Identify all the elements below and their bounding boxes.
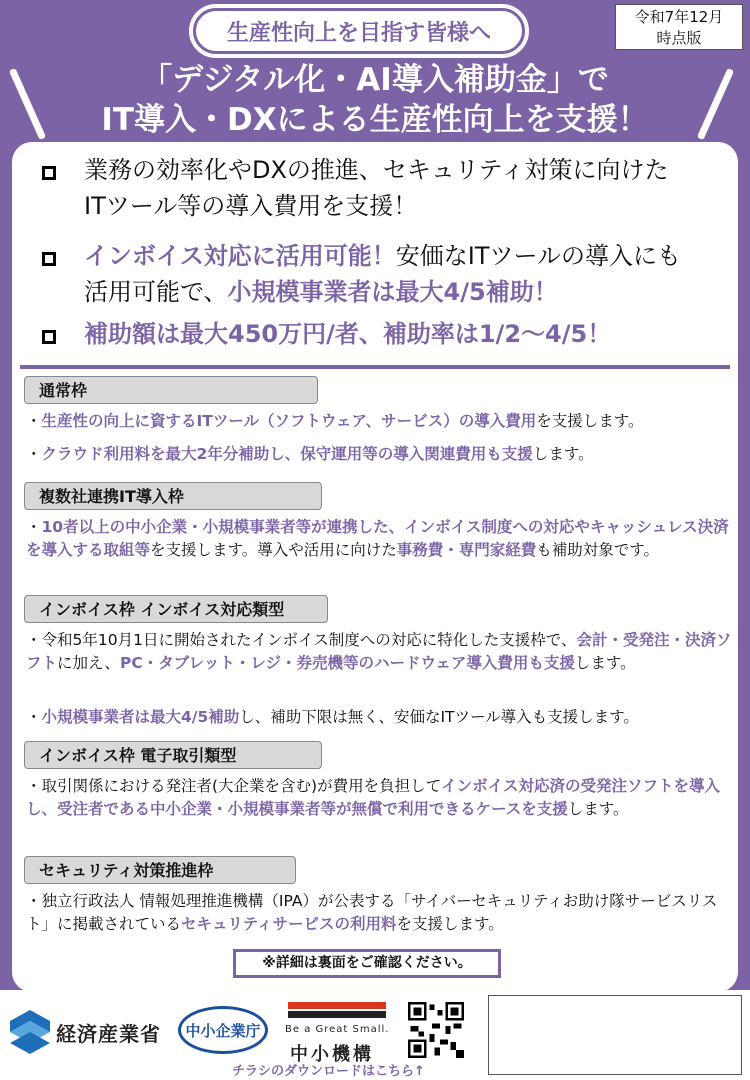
section-invoice-type-item-2 [26,706,736,729]
key-point-2-text-2: 活用可能で、 [84,278,228,306]
key-point-2 [22,238,732,312]
section-invoice-type-text-4: し、補助下限は無く、安価なITツール導入も支援します。 [239,708,639,726]
checkbox-icon [42,166,56,180]
section-multi-company-text [26,516,736,562]
section-invoice-type-text-1: ・令和5年10月1日に開始されたインボイス制度への対応に特化した支援枠で、 [26,631,577,649]
section-multi-company-highlight-1: 10者以上の中小企業・小規模事業者等が連携した、インボイス制度への対応やキャッシュレス決済を導入する取組等 [26,518,729,559]
key-point-2-text-1: 安価なITツールの導入にも [395,242,682,270]
checkbox-icon [42,330,56,344]
section-standard-item-2-text: します。 [532,445,594,463]
headline-line-1: 「デジタル化・AI導入補助金」で [141,62,609,98]
section-label-e-transaction: インボイス枠 電子取引類型 [24,741,322,769]
date-box [615,4,743,50]
section-e-transaction-text-2: します。 [567,800,629,818]
section-standard-item-2-highlight: クラウド利用料を最大2年分補助し、保守運用等の導入関連費用も支援 [41,445,533,463]
headline-line-2: IT導入・DXによる生産性向上を支援！ [101,102,649,138]
checkbox-icon [42,252,56,266]
key-point-1-line-1: 業務の効率化やDXの推進、セキュリティ対策に向けた [84,156,669,184]
sme-agency-name: 中小企業庁 [185,1021,261,1040]
key-point-1-line-2: ITツール等の導入費用を支援！ [84,192,418,220]
meti-logo-icon [10,1010,50,1054]
audience-pill: 生産性向上を目指す皆様へ [193,8,525,54]
section-security-text-1: ・独立行政法人 情報処理推進機構（IPA）が公表する「サイバーセキュリティお助け隊サービスリスト」に掲載されている [26,892,718,933]
section-invoice-type-text-2: に加え、 [57,654,120,672]
section-standard-item-1-highlight: 生産性の向上に資するITツール（ソフトウェア、サービス）の導入費用 [41,412,537,430]
date-line-2: 時点版 [656,29,702,47]
section-standard-item-1 [26,410,736,433]
section-invoice-type-item-1 [26,629,736,675]
section-invoice-type-text-3: します。 [574,654,636,672]
section-invoice-type-highlight-3: 小規模事業者は最大4/5補助 [41,708,240,726]
key-point-3-text: 補助額は最大450万円/者、補助率は1/2～4/5！ [84,320,612,348]
smrj-logo-icon [288,1002,386,1018]
section-invoice-type-highlight-2: PC・タブレット・レジ・券売機等のハードウェア導入費用も支援 [119,654,575,672]
section-security-highlight: セキュリティサービスの利用料 [181,915,397,933]
bullet-dot: ・ [26,445,42,463]
divider [20,365,730,369]
qr-code-icon[interactable] [408,1002,464,1058]
section-multi-company-text-1: を支援します。導入や活用に向けた [150,541,397,559]
download-link[interactable]: チラシのダウンロードはこちら↑ [232,1064,425,1079]
section-standard-item-2 [26,443,736,466]
section-e-transaction-text [26,775,736,821]
smrj-tagline: Be a Great Small. [285,1024,390,1035]
section-security-text-2: を支援します。 [396,915,504,933]
key-point-1 [22,152,732,226]
section-security-text [26,890,736,936]
section-e-transaction-text-1: ・取引関係における発注者(大企業を含む)が費用を負担して [26,777,442,795]
bullet-dot: ・ [26,412,42,430]
date-line-1: 令和7年12月 [634,8,724,26]
bullet-dot: ・ [26,518,42,536]
meti-name: 経済産業省 [56,1022,161,1046]
section-multi-company-text-2: も補助対象です。 [536,541,660,559]
key-point-3 [22,316,732,356]
stamp-area [488,995,742,1075]
section-multi-company-highlight-2: 事務費・専門家経費 [396,541,537,559]
section-label-standard: 通常枠 [24,376,318,404]
section-label-security: セキュリティ対策推進枠 [24,856,296,884]
section-label-invoice-type: インボイス枠 インボイス対応類型 [24,595,328,623]
sme-agency-logo [178,1006,268,1054]
key-point-2-highlight-1: インボイス対応に活用可能！ [84,242,396,270]
headline [60,60,690,140]
section-label-multi-company: 複数社連携IT導入枠 [24,482,322,510]
key-point-2-highlight-2: 小規模事業者は最大4/5補助！ [227,278,558,306]
smrj-name: 中小機構 [290,1044,374,1065]
details-note: ※詳細は裏面をご確認ください。 [233,949,501,978]
bullet-dot: ・ [26,708,42,726]
section-standard-item-1-text: を支援します。 [536,412,644,430]
section-invoice-type-highlight-1: 会計・受発注・決済ソフト [26,631,732,672]
section-e-transaction-highlight: インボイス対応済の受発注ソフトを導入し、受注者である中小企業・小規模事業者等が無償で利用できるケースを支援 [26,777,720,818]
